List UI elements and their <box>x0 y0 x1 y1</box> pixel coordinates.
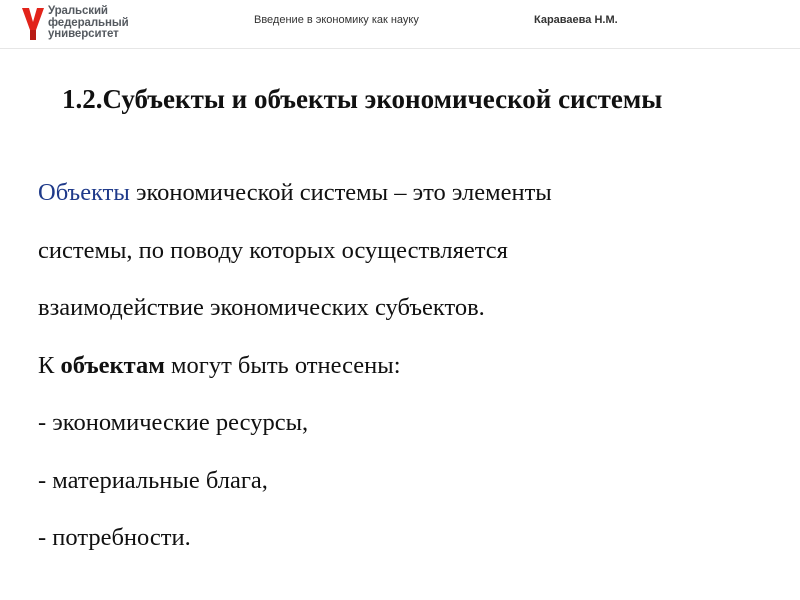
body-line: взаимодействие экономических субъектов. <box>38 294 485 321</box>
body-text: экономической системы – это элементы <box>129 179 552 206</box>
list-item: - материальные блага, <box>38 466 268 494</box>
highlight-term: Объекты <box>38 179 130 206</box>
body-line <box>38 346 768 404</box>
university-emblem-icon <box>21 6 45 42</box>
logo-line: федеральный <box>48 16 129 29</box>
logo-line: университет <box>48 28 119 40</box>
header-divider <box>0 48 800 49</box>
list-item: - экономические ресурсы, <box>38 409 309 436</box>
slide-title: 1.2.Субъекты и объекты экономической системы <box>62 84 663 114</box>
university-logo <box>21 4 141 46</box>
logo-line: Уральский <box>48 5 108 17</box>
body-text: К <box>38 351 61 379</box>
list-item: - потребности. <box>38 524 191 551</box>
body-line: системы, по поводу которых осуществляется <box>38 236 508 264</box>
slide-body <box>38 173 768 576</box>
bold-term: объектам <box>60 351 165 379</box>
body-text: могут быть отнесены: <box>164 351 401 379</box>
university-name <box>48 6 129 41</box>
author-name: Караваева Н.М. <box>534 14 618 26</box>
body-line <box>38 173 768 231</box>
course-title: Введение в экономику как науку <box>254 14 419 26</box>
